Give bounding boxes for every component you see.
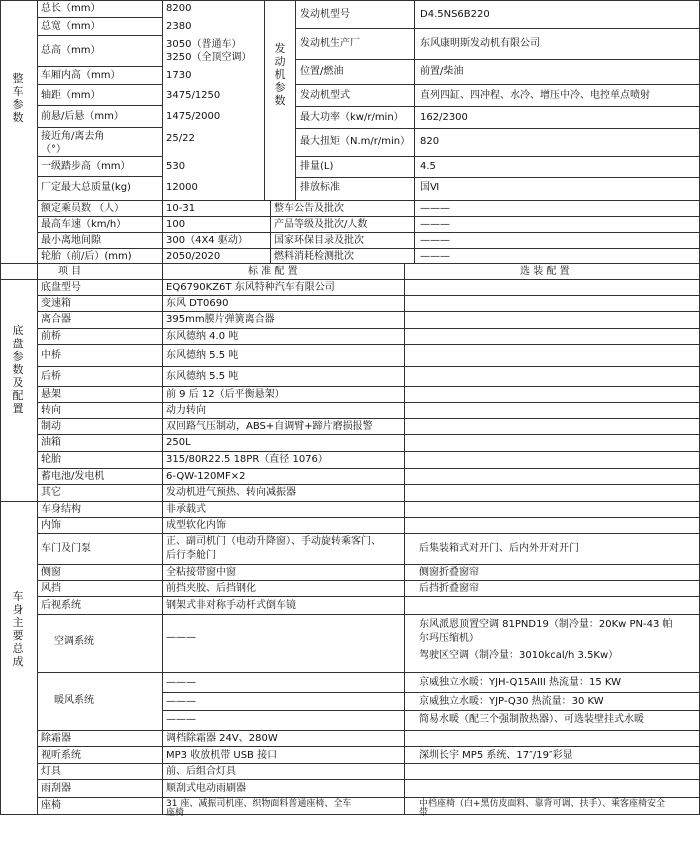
grid-line — [37, 564, 699, 565]
body-label: 暖风系统 — [54, 695, 94, 706]
grid-line — [37, 672, 699, 673]
grid-line — [37, 434, 699, 435]
param-label: 最高车速（km/h） — [41, 219, 127, 230]
chassis-label: 蓄电池/发电机 — [41, 471, 105, 482]
approval-label: 整车公告及批次 — [274, 203, 344, 214]
grid-line — [37, 176, 162, 177]
chassis-label: 后桥 — [41, 371, 61, 382]
engine-value: D4.5NS6B220 — [420, 9, 490, 20]
body-std: MP3 收放机带 USB 接口 — [166, 750, 278, 761]
grid-line — [264, 0, 265, 200]
param-value: 1475/2000 — [166, 111, 221, 122]
grid-line — [37, 295, 699, 296]
grid-line — [37, 418, 699, 419]
chassis-std: 250L — [166, 437, 191, 448]
chassis-label: 前桥 — [41, 331, 61, 342]
engine-value: 4.5 — [420, 161, 436, 172]
engine-label: 发动机生产厂 — [300, 38, 360, 49]
param-label: 轴距（mm） — [41, 90, 101, 101]
grid-line — [37, 484, 699, 485]
param-label: 厂定最大总质量(kg) — [41, 182, 131, 193]
param-label: 总长（mm） — [41, 3, 101, 14]
body-label: 空调系统 — [54, 636, 94, 647]
grid-line — [37, 127, 162, 128]
grid-line — [37, 779, 699, 780]
body-opt: 简易水暖（配三个强制散热器）、可选装壁挂式水暖 — [419, 714, 644, 725]
body-std: 顺刮式电动雨刷器 — [166, 783, 246, 794]
grid-line — [37, 580, 699, 581]
grid-line — [37, 596, 699, 597]
body-label: 座椅 — [41, 800, 61, 811]
chassis-std: 发动机进气预热、转向减振器 — [166, 487, 296, 498]
approval-label: 燃料消耗检测批次 — [274, 251, 354, 262]
chassis-label: 离合器 — [41, 314, 71, 325]
body-opt: 后挡折叠窗帘 — [419, 583, 479, 594]
body-std: 成型软化内饰 — [166, 520, 226, 531]
grid-line — [37, 614, 699, 615]
body-label: 内饰 — [41, 520, 61, 531]
body-label: 车门及门泵 — [41, 543, 91, 554]
grid-line — [37, 0, 38, 263]
grid-line — [162, 200, 699, 201]
header-optional: 选 装 配 置 — [520, 266, 570, 277]
engine-label: 最大扭矩（N.m/r/min） — [300, 136, 411, 147]
grid-line — [162, 263, 163, 815]
body-std: 钢架式非对称手动杆式倒车镜 — [166, 600, 296, 611]
param-label: 轮胎（前/后）(mm) — [41, 251, 132, 262]
grid-line — [0, 279, 700, 280]
body-label: 视听系统 — [41, 750, 81, 761]
param-value: 2050/2020 — [166, 251, 221, 262]
grid-line — [295, 59, 699, 60]
header-item: 项 目 — [58, 266, 82, 277]
grid-line — [37, 366, 699, 367]
body-label: 后视系统 — [41, 600, 81, 611]
chassis-label: 其它 — [41, 487, 61, 498]
body-std: 全粘接带窗中窗 — [166, 567, 236, 578]
chassis-std: 6-QW-120MF×2 — [166, 471, 246, 482]
body-opt: 尔玛压缩机） — [419, 633, 479, 644]
grid-line — [414, 0, 415, 263]
param-value: 8200 — [166, 3, 192, 14]
grid-line — [37, 66, 162, 67]
approval-value: ——— — [420, 251, 450, 262]
body-opt: 深圳长宇 MP5 系统、17″/19″彩显 — [419, 750, 573, 761]
grid-line — [0, 0, 700, 1]
chassis-label: 轮胎 — [41, 454, 61, 465]
param-value: 100 — [166, 219, 186, 230]
chassis-label: 转向 — [41, 405, 61, 416]
grid-line — [162, 0, 163, 263]
grid-line — [295, 128, 699, 129]
grid-line — [37, 468, 699, 469]
body-std: 前、后组合灯具 — [166, 766, 236, 777]
grid-line — [295, 106, 699, 107]
param-label: 接近角/离去角 — [41, 131, 105, 142]
chassis-std: 东风 DT0690 — [166, 298, 229, 309]
body-opt: 后集装箱式对开门、后内外开对开门 — [419, 543, 579, 554]
param-value: 530 — [166, 161, 186, 172]
engine-label: 排量(L) — [300, 161, 334, 172]
grid-line — [37, 533, 699, 534]
param-value: 3250（全顶空调） — [166, 52, 252, 63]
chassis-std: 双回路气压制动，ABS+自调臂+蹄片磨损报警 — [166, 421, 373, 432]
body-label: 灯具 — [41, 766, 61, 777]
param-label: 最小离地间隙 — [41, 235, 101, 246]
body-std: 座椅 — [166, 808, 185, 818]
chassis-std: 东风德纳 4.0 吨 — [166, 331, 239, 342]
grid-line — [37, 156, 162, 157]
engine-value: 162/2300 — [420, 112, 468, 123]
grid-line — [295, 28, 699, 29]
grid-line — [0, 814, 700, 815]
chassis-std: 前 9 后 12（后平衡悬架） — [166, 389, 285, 400]
chassis-label: 变速箱 — [41, 298, 71, 309]
param-value: 3050（普通车） — [166, 39, 242, 50]
grid-line — [0, 501, 700, 502]
section-title-vehicle: 整车参数 — [12, 72, 24, 124]
grid-line — [37, 763, 699, 764]
body-label: 车身结构 — [41, 504, 81, 515]
section-title-body: 车身主要总成 — [12, 590, 24, 668]
engine-label: 发动机型式 — [300, 90, 350, 101]
grid-line — [295, 0, 296, 200]
grid-line — [295, 177, 699, 178]
chassis-label: 制动 — [41, 421, 61, 432]
approval-value: ——— — [420, 219, 450, 230]
param-label: 总宽（mm） — [41, 21, 101, 32]
grid-line — [162, 692, 699, 693]
chassis-label: 油箱 — [41, 437, 61, 448]
chassis-std: 动力转向 — [166, 405, 206, 416]
grid-line — [37, 797, 699, 798]
body-opt: 京威独立水暖：YJP-Q30 热流量：30 KW — [419, 696, 604, 707]
grid-line — [162, 710, 699, 711]
grid-line — [37, 402, 699, 403]
grid-line — [37, 344, 699, 345]
engine-label: 发动机型号 — [300, 9, 350, 20]
param-value: 25/22 — [166, 133, 195, 144]
param-value: 1730 — [166, 70, 192, 81]
param-label: 一级踏步高（mm） — [41, 161, 131, 172]
body-label: 除霜器 — [41, 733, 71, 744]
engine-value: 820 — [420, 136, 440, 147]
section-title-chassis: 底盘参数及配置 — [12, 324, 24, 415]
body-label: 雨刮器 — [41, 783, 71, 794]
grid-line — [37, 328, 699, 329]
engine-label: 位置/燃油 — [300, 66, 344, 77]
grid-line — [37, 311, 699, 312]
param-value: 2380 — [166, 21, 192, 32]
grid-line — [37, 232, 699, 233]
grid-line — [0, 263, 700, 264]
approval-value: ——— — [420, 203, 450, 214]
engine-label: 排放标准 — [300, 182, 340, 193]
param-value: 300（4X4 驱动） — [166, 235, 248, 246]
grid-line — [37, 248, 699, 249]
approval-label: 产品等级及批次/人数 — [274, 219, 368, 230]
body-opt: 中档座椅（白+黑仿皮面料、靠背可调、扶手）、乘客座椅安全 — [419, 799, 666, 809]
engine-value: 东风康明斯发动机有限公司 — [420, 38, 540, 49]
body-std: 前挡夹胶、后挡钢化 — [166, 583, 256, 594]
chassis-std: 395mm膜片弹簧离合器 — [166, 314, 275, 325]
chassis-std: 东风德纳 5.5 吨 — [166, 350, 239, 361]
body-label: 侧窗 — [41, 567, 61, 578]
body-opt: 侧窗折叠窗帘 — [419, 567, 479, 578]
section-title-engine: 发动机参数 — [274, 42, 286, 107]
grid-line — [37, 746, 699, 747]
param-label: （°） — [41, 144, 66, 155]
param-value: 10-31 — [166, 203, 196, 214]
param-value: 3475/1250 — [166, 90, 221, 101]
param-label: 总高（mm） — [41, 45, 101, 56]
body-std: 后行李舱门 — [166, 550, 216, 561]
grid-line — [37, 216, 699, 217]
grid-line — [0, 0, 1, 815]
grid-line — [37, 105, 162, 106]
engine-label: 最大功率（kw/r/min） — [300, 112, 404, 123]
body-std: ——— — [166, 677, 196, 688]
grid-line — [37, 517, 699, 518]
grid-line — [404, 263, 405, 815]
chassis-label: 中桥 — [41, 350, 61, 361]
chassis-std: 东风德纳 5.5 吨 — [166, 371, 239, 382]
param-value: 12000 — [166, 182, 198, 193]
body-label: 风挡 — [41, 583, 61, 594]
body-std: 非承载式 — [166, 504, 206, 515]
grid-line — [37, 451, 699, 452]
param-label: 额定乘员数 （人） — [41, 203, 125, 214]
grid-line — [37, 35, 162, 36]
grid-line — [295, 84, 699, 85]
grid-line — [295, 156, 699, 157]
grid-line — [37, 84, 162, 85]
body-opt: 驾驶区空调（制冷量：3010kcal/h 3.5Kw） — [419, 650, 619, 661]
param-label: 车厢内高（mm） — [41, 70, 121, 81]
body-std: ——— — [166, 696, 196, 707]
body-std: 正、副司机门（电动升降窗）、手动旋转乘客门、 — [166, 536, 381, 547]
approval-value: ——— — [420, 235, 450, 246]
body-std: 调档除霜器 24V、280W — [166, 733, 278, 744]
grid-line — [37, 386, 699, 387]
header-standard: 标 准 配 置 — [248, 266, 298, 277]
chassis-std: EQ6790KZ6T 东风特种汽车有限公司 — [166, 282, 335, 293]
body-opt: 带 — [419, 808, 429, 818]
body-opt: 京威独立水暖：YJH-Q15AIII 热流量：15 KW — [419, 677, 622, 688]
grid-line — [37, 263, 38, 815]
grid-line — [37, 17, 162, 18]
body-std: 31 座、减振司机座、织物面料普通座椅、全车 — [166, 799, 352, 809]
approval-label: 国家环保目录及批次 — [274, 235, 364, 246]
chassis-label: 悬架 — [41, 389, 61, 400]
chassis-std: 315/80R22.5 18PR（直径 1076） — [166, 454, 328, 465]
body-std: ——— — [166, 714, 196, 725]
body-std: ——— — [166, 632, 196, 643]
body-opt: 东风派恩顶置空调 81PND19（制冷量：20Kw PN-43 帕 — [419, 619, 673, 630]
grid-line — [37, 730, 699, 731]
engine-value: 前置/柴油 — [420, 66, 464, 77]
chassis-label: 底盘型号 — [41, 282, 81, 293]
engine-value: 国Ⅵ — [420, 182, 440, 193]
engine-value: 直列四缸、四冲程、水冷、增压中冷、电控单点喷射 — [420, 90, 650, 101]
param-label: 前悬/后悬（mm） — [41, 111, 124, 122]
